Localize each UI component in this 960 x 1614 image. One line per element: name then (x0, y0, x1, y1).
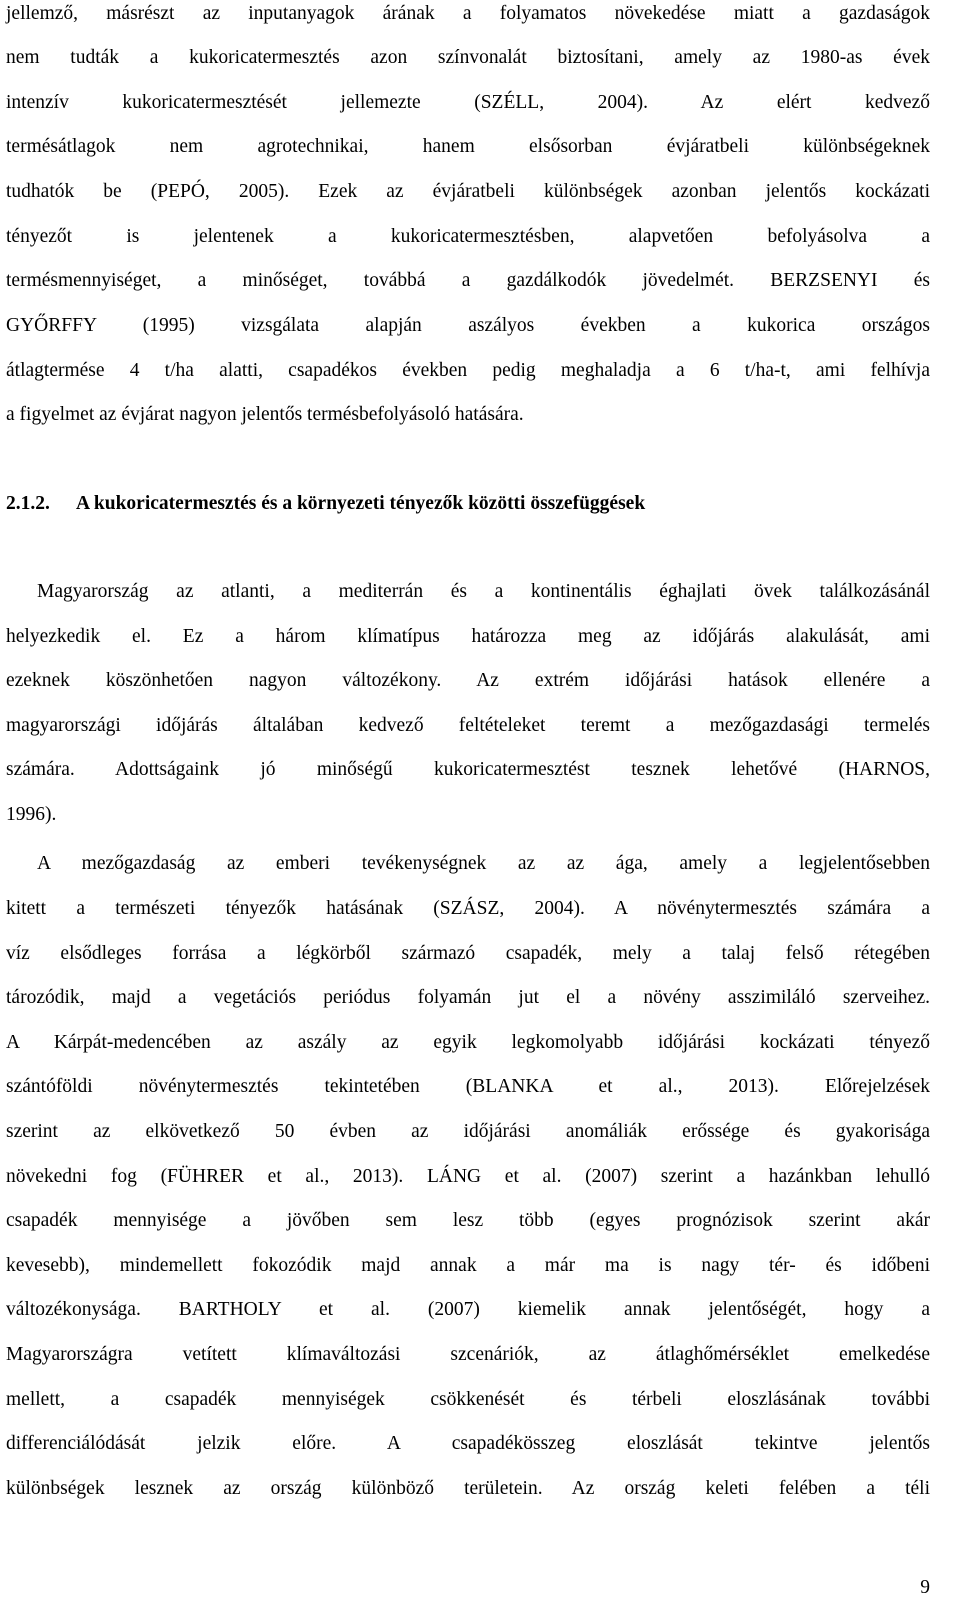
section-number: 2.1.2. (6, 493, 50, 514)
paragraph-line: 1996). (6, 804, 57, 825)
paragraph-line: A Kárpát-medencében az aszály az egyik legkomolyabb időjárási kockázati tényező (6, 1032, 930, 1053)
paragraph-line: mellett, a csapadék mennyiségek csökkenését és térbeli eloszlásának további (6, 1389, 930, 1410)
paragraph-line: változékonysága. BARTHOLY et al. (2007) kiemelik annak jelentőségét, hogy a (6, 1299, 930, 1320)
paragraph-line: differenciálódását jelzik előre. A csapadékösszeg eloszlását tekintve jelentős (6, 1433, 930, 1454)
paragraph-line: termésmennyiséget, a minőséget, továbbá a gazdálkodók jövedelmét. BERZSENYI és (6, 270, 930, 291)
paragraph-line: szántóföldi növénytermesztés tekintetében (BLANKA et al., 2013). Előrejelzések (6, 1076, 930, 1097)
paragraph-line: GYŐRFFY (1995) vizsgálata alapján aszályos években a kukorica országos (6, 315, 930, 336)
paragraph-line: helyezkedik el. Ez a három klímatípus határozza meg az időjárás alakulását, ami (6, 626, 930, 647)
paragraph-line: intenzív kukoricatermesztését jellemezte (SZÉLL, 2004). Az elért kedvező (6, 92, 930, 113)
paragraph-line: a figyelmet az évjárat nagyon jelentős termésbefolyásoló hatására. (6, 404, 524, 425)
paragraph-line: különbségek lesznek az ország különböző területein. Az ország keleti felében a téli (6, 1478, 930, 1499)
paragraph-line: szerint az elkövetkező 50 évben az időjárási anomáliák erőssége és gyakorisága (6, 1121, 930, 1142)
section-title: A kukoricatermesztés és a környezeti tényezők közötti összefüggések (76, 493, 646, 514)
paragraph-line: kevesebb), mindemellett fokozódik majd annak a már ma is nagy tér- és időbeni (6, 1255, 930, 1276)
paragraph-line: tényezőt is jelentenek a kukoricatermesztésben, alapvetően befolyásolva a (6, 226, 930, 247)
paragraph-line: tározódik, majd a vegetációs periódus folyamán jut el a növény asszimiláló szerveihez. (6, 987, 930, 1008)
paragraph-line: kitett a természeti tényezők hatásának (SZÁSZ, 2004). A növénytermesztés számára a (6, 898, 930, 919)
paragraph-line: tudhatók be (PEPÓ, 2005). Ezek az évjáratbeli különbségek azonban jelentős kockázati (6, 181, 930, 202)
paragraph-line: átlagtermése 4 t/ha alatti, csapadékos években pedig meghaladja a 6 t/ha-t, ami felhívja (6, 360, 930, 381)
paragraph-line: víz elsődleges forrása a légkörből származó csapadék, mely a talaj felső rétegében (6, 943, 930, 964)
paragraph-line: csapadék mennyisége a jövőben sem lesz több (egyes prognózisok szerint akár (6, 1210, 930, 1231)
paragraph-line: magyarországi időjárás általában kedvező feltételeket teremt a mezőgazdasági termelés (6, 715, 930, 736)
paragraph-line: ezeknek köszönhetően nagyon változékony. Az extrém időjárási hatások ellenére a (6, 670, 930, 691)
paragraph-line: nem tudták a kukoricatermesztés azon színvonalát biztosítani, amely az 1980-as évek (6, 47, 930, 68)
paragraph-line: Magyarországra vetített klímaváltozási szcenáriók, az átlaghőmérséklet emelkedése (6, 1344, 930, 1365)
paragraph-line: A mezőgazdaság az emberi tevékenységnek az az ága, amely a legjelentősebben (37, 853, 930, 874)
paragraph-line: termésátlagok nem agrotechnikai, hanem elsősorban évjáratbeli különbségeknek (6, 136, 930, 157)
paragraph-line: számára. Adottságaink jó minőségű kukoricatermesztést tesznek lehetővé (HARNOS, (6, 759, 930, 780)
paragraph-line: Magyarország az atlanti, a mediterrán és a kontinentális éghajlati övek találkozásánál (37, 581, 930, 602)
paragraph-line: növekedni fog (FÜHRER et al., 2013). LÁNG et al. (2007) szerint a hazánkban lehulló (6, 1166, 930, 1187)
section-heading (6, 492, 645, 516)
paragraph-line: jellemző, másrészt az inputanyagok árának a folyamatos növekedése miatt a gazdaságok (6, 3, 930, 24)
page-number: 9 (920, 1577, 930, 1598)
